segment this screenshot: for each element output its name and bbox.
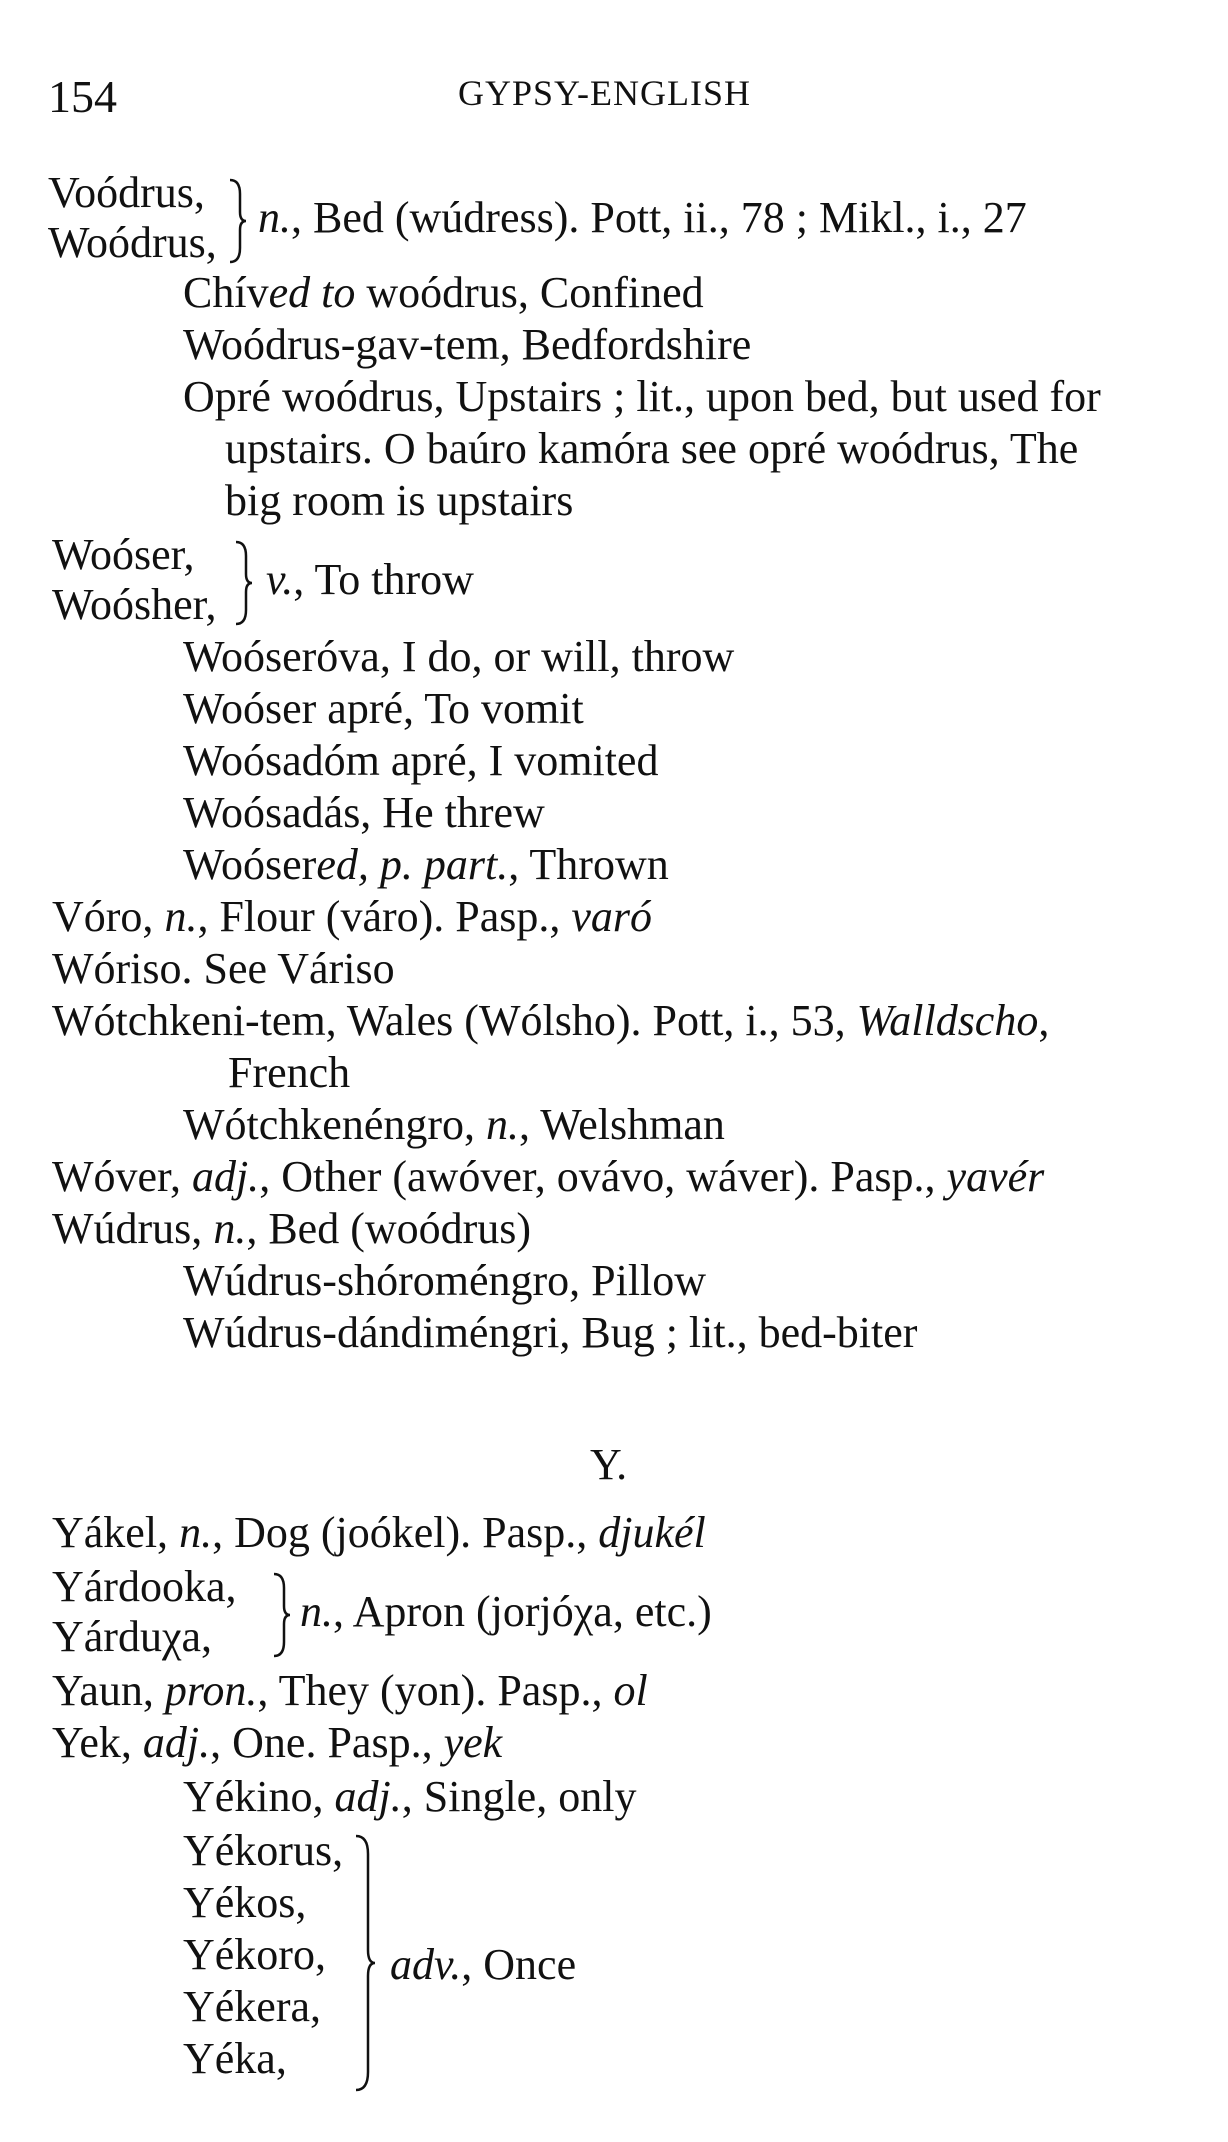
- subentry-woosadas: Woósadás, He threw: [183, 788, 545, 837]
- page-number: 154: [48, 71, 117, 122]
- subentry-woosered: Woósered, p. part., Thrown: [183, 840, 669, 889]
- definition-voodrus: n., Bed (wúdress). Pott, ii., 78 ; Mikl., i., 27: [258, 193, 1027, 242]
- entry-yakel: Yákel, n., Dog (joókel). Pasp., djukél: [52, 1508, 706, 1557]
- subentry-opre-cont2: big room is upstairs: [225, 476, 574, 525]
- entry-wover: Wóver, adj., Other (awóver, ovávo, wáver). Pasp., yavér: [52, 1152, 1045, 1201]
- entry-yek: Yek, adj., One. Pasp., yek: [52, 1718, 503, 1767]
- headword-wooser: Woóser,: [52, 530, 195, 579]
- definition-wooser: v., To throw: [266, 555, 474, 604]
- subentry-opre-cont: upstairs. O baúro kamóra see opré woódrus, The: [225, 424, 1079, 473]
- subentry-yekino: Yékino, adj., Single, only: [183, 1772, 637, 1821]
- section-heading: Y.: [590, 1440, 628, 1489]
- subentry-chived: Chíved to woódrus, Confined: [183, 268, 704, 317]
- headword-yekera: Yékera,: [183, 1982, 322, 2031]
- brace-icon: [232, 538, 254, 628]
- running-title: GYPSY-ENGLISH: [458, 73, 752, 113]
- definition-once: adv., Once: [390, 1940, 577, 1989]
- entry-wotchkeni-cont: French: [228, 1048, 351, 1097]
- headword-yekos: Yékos,: [183, 1878, 307, 1927]
- entry-wudrus: Wúdrus, n., Bed (woódrus): [52, 1204, 532, 1253]
- entry-wotchkeni: Wótchkeni-tem, Wales (Wólsho). Pott, i., 53, Walldscho,: [52, 996, 1050, 1045]
- headword-voodrus: Voódrus,: [48, 168, 205, 217]
- subentry-opre: Opré woódrus, Upstairs ; lit., upon bed, but used for: [183, 372, 1101, 421]
- headword-yeka: Yéka,: [183, 2034, 287, 2083]
- subentry-woserova: Woóseróva, I do, or will, throw: [183, 632, 735, 681]
- headword-yekoro: Yékoro,: [183, 1930, 326, 1979]
- subentry-wudrus-shoro: Wúdrus-shóroméngro, Pillow: [183, 1256, 707, 1305]
- brace-icon: [270, 1570, 292, 1660]
- entry-woriso: Wóriso. See Váriso: [52, 944, 395, 993]
- definition-yardooka: n., Apron (jorjóχa, etc.): [300, 1587, 712, 1636]
- entry-yaun: Yaun, pron., They (yon). Pasp., ol: [52, 1666, 648, 1715]
- subentry-wotchkenengro: Wótchkenéngro, n., Welshman: [183, 1100, 725, 1149]
- subentry-woosadom: Woósadóm apré, I vomited: [183, 736, 659, 785]
- entry-voro: Vóro, n., Flour (váro). Pasp., varó: [52, 892, 653, 941]
- headword-yekorus: Yékorus,: [183, 1826, 344, 1875]
- headword-yardooka: Yárdooka,: [52, 1562, 237, 1611]
- subentry-woodrus-gav: Woódrus-gav-tem, Bedfordshire: [183, 320, 752, 369]
- brace-icon: [352, 1832, 378, 2094]
- headword-woosher: Woósher,: [52, 580, 217, 629]
- subentry-wudrus-dand: Wúdrus-dándiméngri, Bug ; lit., bed-biter: [183, 1308, 918, 1357]
- subentry-wooser-apre: Woóser apré, To vomit: [183, 684, 584, 733]
- headword-yardu: Yárduχa,: [52, 1612, 213, 1661]
- headword-woodrus: Woódrus,: [48, 218, 217, 267]
- brace-icon: [226, 176, 248, 266]
